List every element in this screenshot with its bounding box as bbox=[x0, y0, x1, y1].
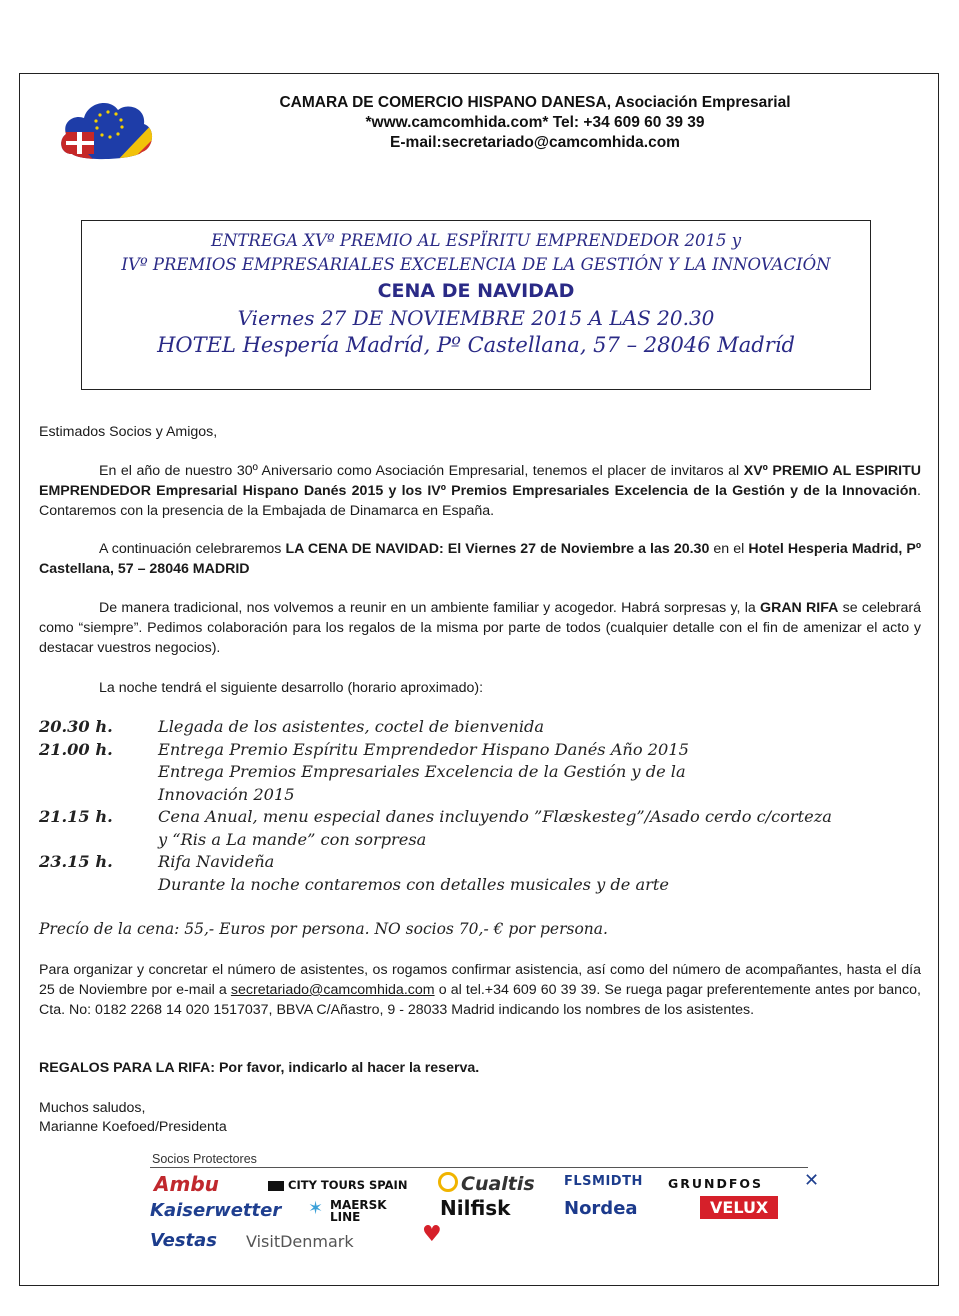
email-link[interactable]: secretariado@camcomhida.com bbox=[230, 982, 435, 998]
visitdenmark-heart-icon: ♥ bbox=[422, 1222, 442, 1247]
sponsor-visitdenmark-logo: VisitDenmark bbox=[246, 1232, 354, 1251]
schedule-row bbox=[39, 739, 929, 807]
event-date: Viernes 27 DE NOVIEMBRE 2015 A LAS 20.30 bbox=[237, 306, 715, 330]
schedule-desc: Cena Anual, menu especial danes incluyendo ”Flæskesteg”/Asado cerdo c/corteza y “Ris a La mande” con sorpresa bbox=[158, 807, 832, 849]
event-box bbox=[81, 220, 871, 390]
citytours-icon bbox=[268, 1181, 284, 1191]
org-web-phone: *www.camcomhida.com* Tel: +34 609 60 39 39 bbox=[365, 114, 705, 131]
paragraph-schedule-intro: La noche tendrá el siguiente desarrollo (horario aproximado): bbox=[99, 680, 484, 696]
greeting: Estimados Socios y Amigos, bbox=[39, 424, 218, 440]
closing-signature: Marianne Koefoed/Presidenta bbox=[39, 1119, 227, 1135]
schedule bbox=[39, 716, 929, 896]
paragraph-invitation: En el año de nuestro 30º Aniversario como Asociación Empresarial, tenemos el placer de invitaros al XVº PREMIO AL ESPIRITU EMPRENDEDOR Empresarial Hispano Danés 2015 y los IVº Premios Empresariales Excelencia de la Gestión y de la Innovación. Contaremos con la presencia de la Embajada de Dinamarca en España. bbox=[39, 463, 921, 519]
sponsor-maersk-logo: MAERSK LINE bbox=[330, 1198, 387, 1224]
schedule-desc: Entrega Premio Espíritu Emprendedor Hispano Danés Año 2015 Entrega Premios Empresariales Excelencia de la Gestión y de la Innovación 2015 bbox=[158, 739, 689, 804]
dinner-price: Precío de la cena: 55,- Euros por persona. NO socios 70,- € por persona. bbox=[39, 920, 608, 938]
paragraph-dinner: A continuación celebraremos LA CENA DE NAVIDAD: El Viernes 27 de Noviembre a las 20.30 en el Hotel Hesperia Madrid, Pº Castellana, 57 – 28046 MADRID bbox=[39, 541, 922, 577]
event-awards-line: IVº PREMIOS EMPRESARIALES EXCELENCIA DE LA GESTIÓN Y LA INNOVACIÓN bbox=[121, 255, 831, 274]
schedule-time: 20.30 h. bbox=[39, 717, 113, 736]
sponsor-nilfisk-logo: Nilfisk bbox=[440, 1196, 511, 1220]
organization-header bbox=[190, 93, 880, 153]
schedule-desc: Rifa Navideña Durante la noche contaremos con detalles musicales y de arte bbox=[158, 852, 669, 894]
sponsor-ambu-logo: Ambu bbox=[154, 1172, 219, 1196]
sponsors-label: Socios Protectores bbox=[152, 1152, 257, 1166]
chamber-logo-icon bbox=[58, 96, 156, 164]
event-dinner-title: CENA DE NAVIDAD bbox=[377, 280, 575, 302]
sponsor-velux-logo: VELUX bbox=[700, 1196, 778, 1219]
event-venue: HOTEL Hespería Madríd, Pº Castellana, 57 – 28046 Madríd bbox=[157, 333, 795, 357]
schedule-time: 21.15 h. bbox=[39, 807, 113, 826]
schedule-time: 23.15 h. bbox=[39, 852, 113, 871]
sponsors-divider bbox=[150, 1167, 808, 1168]
sponsor-nordea-logo: Nordea bbox=[564, 1198, 638, 1219]
org-name: CAMARA DE COMERCIO HISPANO DANESA, Asociación Empresarial bbox=[279, 94, 791, 111]
sponsor-citytours-logo: CITY TOURS SPAIN bbox=[268, 1178, 407, 1192]
sponsors-block bbox=[150, 1152, 820, 1252]
maersk-star-icon: ✶ bbox=[308, 1198, 324, 1219]
cualtis-icon bbox=[438, 1172, 458, 1192]
sponsor-vestas-logo: Vestas bbox=[150, 1230, 218, 1251]
schedule-row bbox=[39, 716, 929, 739]
schedule-row bbox=[39, 806, 929, 851]
closing-salutation: Muchos saludos, bbox=[39, 1100, 146, 1116]
sponsor-flsmidth-logo: FLSMIDTH bbox=[564, 1174, 643, 1189]
schedule-row bbox=[39, 851, 929, 896]
paragraph-registration: Para organizar y concretar el número de asistentes, os rogamos confirmar asistencia, así como del número de acompañantes, hasta el día 25 de Noviembre por e-mail a secretariado@camcomhida.com o al tel.+34 609 60 39 39. Se ruega pagar preferentemente antes por banco, Cta. No: 0182 2268 14 020 1517037, BBVA C/Añastro, 9 - 28033 Madrid indicando los nombres de los asistentes. bbox=[39, 962, 921, 1018]
grundfos-x-icon: ✕ bbox=[804, 1170, 820, 1191]
paragraph-raffle: De manera tradicional, nos volvemos a reunir en un ambiente familiar y acogedor. Habrá sorpresas y, la GRAN RIFA se celebrará como “siempre”. Pedimos colaboración para los regalos de la misma por parte de todos (cualquier detalle con el fin de amenizar el acto y destacar vuestros negocios). bbox=[39, 600, 922, 656]
sponsor-cualtis-logo: Cualtis bbox=[438, 1172, 535, 1195]
sponsor-grundfos-logo: GRUNDFOS bbox=[668, 1176, 764, 1191]
schedule-desc: Llegada de los asistentes, coctel de bienvenida bbox=[158, 717, 545, 736]
event-award-line: ENTREGA XVº PREMIO AL ESPÏRITU EMPRENDEDOR 2015 y bbox=[210, 231, 742, 250]
schedule-time: 21.00 h. bbox=[39, 739, 113, 759]
sponsor-kaiserwetter-logo: Kaiserwetter bbox=[150, 1200, 282, 1221]
gifts-note: REGALOS PARA LA RIFA: Por favor, indicarlo al hacer la reserva. bbox=[39, 1060, 480, 1076]
org-email: E-mail:secretariado@camcomhida.com bbox=[390, 134, 680, 151]
